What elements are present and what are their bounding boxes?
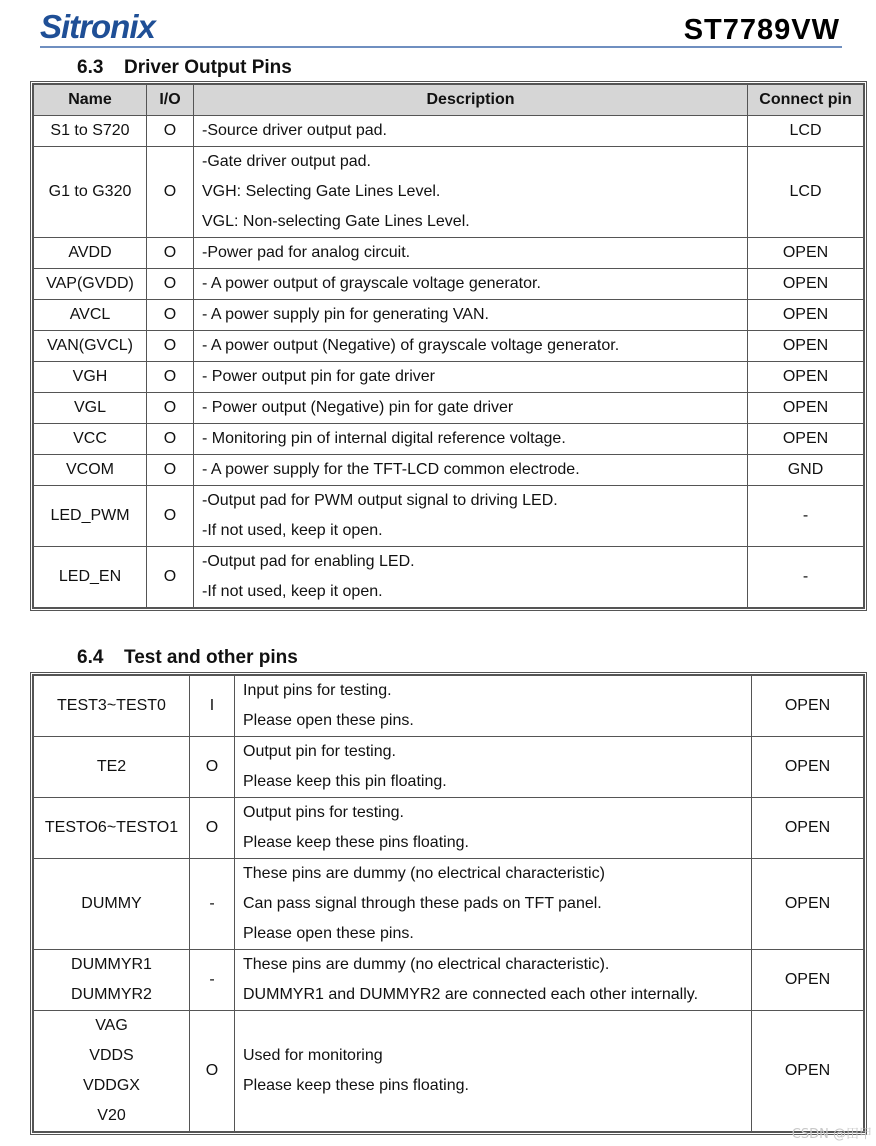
driver-output-pins-table [33, 84, 864, 608]
connect-pin-text: OPEN [784, 1062, 831, 1079]
connect-pin-text: OPEN [784, 971, 831, 988]
connect-pin-text: OPEN [782, 430, 829, 447]
description-cell [194, 424, 748, 455]
pin-name-cell [34, 116, 147, 147]
table-row [34, 737, 864, 798]
description-cell [235, 859, 752, 950]
pin-name-cell [34, 393, 147, 424]
description-text: These pins are dummy (no electrical characteristic). [243, 956, 610, 973]
section-title: Test and other pins [124, 647, 298, 668]
description-text: -Output pad for PWM output signal to driving LED. [202, 492, 558, 509]
pin-name-text: AVDD [68, 244, 112, 261]
pin-name-text: LED_EN [58, 568, 122, 585]
description-cell [235, 676, 752, 737]
io-cell [190, 676, 235, 737]
connect-pin-text: - [802, 568, 809, 585]
table-row [34, 269, 864, 300]
section-number: 6.4 [77, 647, 104, 668]
description-text: -Power pad for analog circuit. [202, 244, 411, 261]
io-text: O [163, 122, 177, 139]
connect-pin-text: OPEN [782, 337, 829, 354]
connect-pin-cell [748, 424, 864, 455]
description-cell [194, 393, 748, 424]
table-row [34, 798, 864, 859]
pin-name-cell [34, 147, 147, 238]
pin-name-cell [34, 238, 147, 269]
io-text: O [163, 568, 177, 585]
description-text: -Source driver output pad. [202, 122, 387, 139]
io-cell [190, 798, 235, 859]
pin-name-text: G1 to G320 [48, 183, 132, 200]
table-row [34, 547, 864, 608]
io-cell [147, 331, 194, 362]
connect-pin-cell [748, 362, 864, 393]
connect-pin-text: GND [787, 461, 824, 478]
pin-name-cell [34, 269, 147, 300]
io-text: O [163, 368, 177, 385]
connect-pin-text: OPEN [784, 895, 831, 912]
connect-pin-cell [752, 859, 864, 950]
io-text: O [163, 399, 177, 416]
connect-pin-text: OPEN [782, 275, 829, 292]
pin-name-text: VCOM [66, 461, 114, 478]
model-number: ST7789VW [683, 14, 840, 46]
io-text: O [163, 461, 177, 478]
connect-pin-cell [748, 331, 864, 362]
connect-pin-cell [748, 116, 864, 147]
description-cell [235, 798, 752, 859]
pin-name-cell [34, 547, 147, 608]
description-cell [194, 300, 748, 331]
pin-name-text: VDDS [89, 1047, 134, 1064]
connect-pin-cell [748, 455, 864, 486]
description-text: These pins are dummy (no electrical characteristic) [243, 865, 605, 882]
connect-pin-text: OPEN [782, 244, 829, 261]
io-text: O [163, 244, 177, 261]
io-cell [147, 362, 194, 393]
io-cell [147, 424, 194, 455]
pin-name-cell [34, 300, 147, 331]
pin-name-text: VDDGX [83, 1077, 140, 1094]
pin-name-text: TESTO6~TESTO1 [44, 819, 179, 836]
io-text: O [205, 1062, 219, 1079]
sitronix-logo: Sitronix [40, 8, 155, 45]
io-cell [147, 455, 194, 486]
connect-pin-cell [748, 238, 864, 269]
pin-name-cell [34, 676, 190, 737]
pin-name-text: AVCL [69, 306, 111, 323]
table-row [34, 238, 864, 269]
pin-name-text: V20 [97, 1107, 126, 1124]
io-text: I [209, 697, 215, 714]
connect-pin-text: OPEN [782, 368, 829, 385]
connect-pin-text: LCD [789, 183, 822, 200]
description-text: VGH: Selecting Gate Lines Level. [202, 183, 441, 200]
description-text: Please open these pins. [243, 712, 414, 729]
pin-name-cell [34, 737, 190, 798]
description-cell [194, 269, 748, 300]
description-text: -If not used, keep it open. [202, 522, 383, 539]
connect-pin-cell [748, 269, 864, 300]
connect-pin-cell [748, 393, 864, 424]
description-cell [194, 486, 748, 547]
pin-name-text: VAG [95, 1017, 128, 1034]
description-text: Output pin for testing. [243, 743, 396, 760]
io-text: O [205, 758, 219, 775]
table-row [34, 147, 864, 238]
description-text: - Power output pin for gate driver [202, 368, 436, 385]
pin-name-cell [34, 1011, 190, 1132]
description-text: - A power supply pin for generating VAN. [202, 306, 489, 323]
table-row [34, 859, 864, 950]
table-row [34, 116, 864, 147]
io-text: O [163, 306, 177, 323]
io-text: O [205, 819, 219, 836]
pin-name-text: VAP(GVDD) [46, 275, 134, 292]
pin-name-cell [34, 424, 147, 455]
io-cell [147, 147, 194, 238]
description-text: -Output pad for enabling LED. [202, 553, 415, 570]
description-cell [235, 950, 752, 1011]
io-text: O [163, 183, 177, 200]
io-cell [147, 238, 194, 269]
description-text: Please open these pins. [243, 925, 414, 942]
io-cell [190, 859, 235, 950]
description-cell [194, 147, 748, 238]
section-title: Driver Output Pins [124, 57, 292, 78]
table-row [34, 486, 864, 547]
connect-pin-text: LCD [789, 122, 822, 139]
description-text: Please keep this pin floating. [243, 773, 447, 790]
table-row [34, 393, 864, 424]
section-heading-test-pins [77, 647, 298, 669]
description-text: Please keep these pins floating. [243, 834, 469, 851]
pin-name-text: TEST3~TEST0 [57, 697, 166, 714]
description-text: -If not used, keep it open. [202, 583, 383, 600]
table-row [34, 676, 864, 737]
io-text: - [209, 895, 215, 912]
column-header-io: I/O [147, 85, 194, 116]
connect-pin-cell [752, 737, 864, 798]
description-cell [194, 455, 748, 486]
description-cell [235, 1011, 752, 1132]
connect-pin-cell [748, 547, 864, 608]
connect-pin-text: OPEN [782, 399, 829, 416]
io-cell [147, 116, 194, 147]
table-row [34, 362, 864, 393]
connect-pin-cell [748, 147, 864, 238]
connect-pin-text: OPEN [784, 819, 831, 836]
description-text: - A power supply for the TFT-LCD common electrode. [202, 461, 580, 478]
io-text: O [163, 507, 177, 524]
io-cell [190, 950, 235, 1011]
connect-pin-cell [748, 300, 864, 331]
section-number: 6.3 [77, 57, 104, 78]
pin-name-cell [34, 798, 190, 859]
pin-name-text: DUMMY [81, 895, 142, 912]
pin-name-cell [34, 455, 147, 486]
pin-name-cell [34, 486, 147, 547]
io-text: O [163, 337, 177, 354]
table-row [34, 1011, 864, 1132]
pin-name-cell [34, 362, 147, 393]
description-text: - Monitoring pin of internal digital reference voltage. [202, 430, 566, 447]
pin-name-text: DUMMYR2 [71, 986, 152, 1003]
connect-pin-cell [752, 798, 864, 859]
pin-name-cell [34, 331, 147, 362]
connect-pin-text: OPEN [784, 697, 831, 714]
table-row [34, 331, 864, 362]
pin-name-cell [34, 950, 190, 1011]
description-text: DUMMYR1 and DUMMYR2 are connected each other internally. [243, 986, 699, 1003]
description-text: - Power output (Negative) pin for gate driver [202, 399, 514, 416]
watermark: CSDN @田甲 [791, 1127, 872, 1142]
description-text: Input pins for testing. [243, 682, 392, 699]
table-row [34, 455, 864, 486]
pin-name-text: VAN(GVCL) [47, 337, 133, 354]
description-text: Can pass signal through these pads on TFT panel. [243, 895, 602, 912]
io-text: O [163, 275, 177, 292]
io-cell [147, 393, 194, 424]
table-row [34, 424, 864, 455]
column-header-name: Name [34, 85, 147, 116]
pin-name-text: VCC [73, 430, 107, 447]
column-header-description: Description [194, 85, 748, 116]
column-header-connect-pin: Connect pin [748, 85, 864, 116]
description-text: Please keep these pins floating. [243, 1077, 469, 1094]
test-pins-table [33, 675, 864, 1132]
pin-name-text: S1 to S720 [50, 122, 130, 139]
description-cell [235, 737, 752, 798]
description-text: Used for monitoring [243, 1047, 383, 1064]
connect-pin-cell [752, 676, 864, 737]
table-row [34, 300, 864, 331]
header-divider [40, 46, 842, 48]
connect-pin-cell [752, 950, 864, 1011]
io-text: - [209, 971, 215, 988]
description-text: - A power output of grayscale voltage generator. [202, 275, 541, 292]
section-heading-driver-output [77, 57, 292, 79]
io-cell [147, 300, 194, 331]
description-text: Output pins for testing. [243, 804, 404, 821]
description-cell [194, 547, 748, 608]
pin-name-text: VGH [72, 368, 108, 385]
description-cell [194, 362, 748, 393]
connect-pin-cell [748, 486, 864, 547]
pin-name-text: DUMMYR1 [71, 956, 152, 973]
io-cell [147, 547, 194, 608]
description-text: -Gate driver output pad. [202, 153, 371, 170]
connect-pin-cell [752, 1011, 864, 1132]
pin-name-text: TE2 [96, 758, 127, 775]
description-cell [194, 331, 748, 362]
io-cell [147, 486, 194, 547]
description-cell [194, 116, 748, 147]
io-cell [190, 1011, 235, 1132]
io-cell [147, 269, 194, 300]
pin-name-text: VGL [73, 399, 106, 416]
connect-pin-text: OPEN [782, 306, 829, 323]
description-text: - A power output (Negative) of grayscale voltage generator. [202, 337, 620, 354]
connect-pin-text: - [802, 507, 809, 524]
io-text: O [163, 430, 177, 447]
connect-pin-text: OPEN [784, 758, 831, 775]
table-row [34, 950, 864, 1011]
table-header-row [34, 85, 864, 116]
description-cell [194, 238, 748, 269]
pin-name-cell [34, 859, 190, 950]
io-cell [190, 737, 235, 798]
pin-name-text: LED_PWM [50, 507, 130, 524]
description-text: VGL: Non-selecting Gate Lines Level. [202, 213, 470, 230]
